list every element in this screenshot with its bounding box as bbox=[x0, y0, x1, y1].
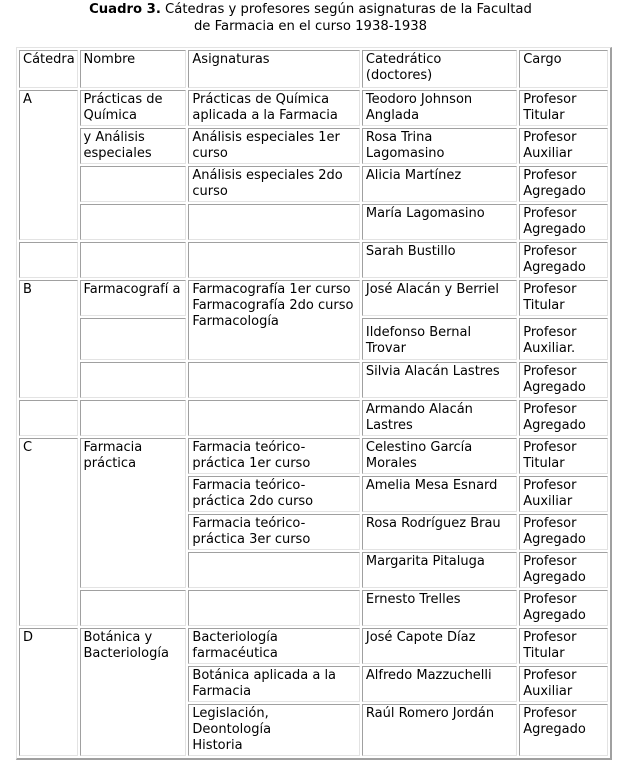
header-row bbox=[19, 50, 608, 88]
table-row bbox=[19, 166, 608, 202]
nombre-cell: Botánica y Bacteriología bbox=[80, 628, 187, 756]
header-catedratico-line2: (doctores) bbox=[365, 68, 433, 83]
catedra-cell-empty bbox=[19, 242, 78, 278]
asignatura-cell: Farmacia teórico-práctica 2do curso bbox=[188, 476, 359, 512]
catedratico-cell: Alfredo Mazzuchelli bbox=[362, 666, 517, 702]
catedratico-cell: Margarita Pitaluga bbox=[362, 552, 517, 588]
catedra-cell-empty bbox=[19, 400, 78, 436]
catedratico-cell: Rosa Rodríguez Brau bbox=[362, 514, 517, 550]
cargo-cell: Profesor Auxiliar bbox=[519, 128, 608, 164]
catedratico-cell: Ernesto Trelles bbox=[362, 590, 517, 626]
cargo-cell: Profesor Agregado bbox=[519, 166, 608, 202]
caption-label: Cuadro 3. bbox=[89, 2, 161, 17]
asignatura-cell: Prácticas de Química aplicada a la Farmacia bbox=[188, 90, 359, 126]
cargo-cell: Profesor Agregado bbox=[519, 552, 608, 588]
cargo-cell: Profesor Agregado bbox=[519, 704, 608, 756]
caption-line2: de Farmacia en el curso 1938-1938 bbox=[193, 19, 428, 34]
cargo-cell: Profesor Agregado bbox=[519, 400, 608, 436]
nombre-cell-empty bbox=[80, 242, 187, 278]
catedratico-cell: Alicia Martínez bbox=[362, 166, 517, 202]
asignatura-cell bbox=[188, 280, 359, 360]
cargo-cell: Profesor Agregado bbox=[519, 590, 608, 626]
header-catedra: Cátedra bbox=[19, 50, 78, 88]
asignatura-cell-empty bbox=[188, 242, 359, 278]
table-row bbox=[19, 362, 608, 398]
asignatura-line: Legislación, bbox=[192, 706, 269, 721]
catedra-cell: C bbox=[19, 438, 78, 626]
catedratico-cell: Ildefonso Bernal Trovar bbox=[362, 318, 517, 360]
nombre-cell: Farmacia práctica bbox=[80, 438, 187, 588]
catedratico-cell: Teodoro Johnson Anglada bbox=[362, 90, 517, 126]
catedratico-cell: María Lagomasino bbox=[362, 204, 517, 240]
catedras-table bbox=[16, 47, 612, 760]
asignatura-cell-empty bbox=[188, 362, 359, 398]
catedratico-cell: Raúl Romero Jordán bbox=[362, 704, 517, 756]
cargo-cell: Profesor Agregado bbox=[519, 242, 608, 278]
cargo-cell: Profesor Auxiliar bbox=[519, 476, 608, 512]
catedratico-cell: Sarah Bustillo bbox=[362, 242, 517, 278]
table-caption bbox=[0, 0, 621, 35]
asignatura-cell-empty bbox=[188, 400, 359, 436]
cargo-cell: Profesor Titular bbox=[519, 628, 608, 664]
catedra-cell: A bbox=[19, 90, 78, 240]
asignatura-cell-empty bbox=[188, 204, 359, 240]
table-row bbox=[19, 128, 608, 164]
catedra-cell: D bbox=[19, 628, 78, 756]
nombre-cell: Prácticas de Química bbox=[80, 90, 187, 126]
table-row bbox=[19, 400, 608, 436]
table-row bbox=[19, 242, 608, 278]
asignatura-cell: Análisis especiales 2do curso bbox=[188, 166, 359, 202]
table-row bbox=[19, 628, 608, 664]
header-asignaturas: Asignaturas bbox=[188, 50, 359, 88]
asignatura-cell: Farmacia teórico-práctica 1er curso bbox=[188, 438, 359, 474]
nombre-cell-empty bbox=[80, 166, 187, 202]
asignatura-cell: Análisis especiales 1er curso bbox=[188, 128, 359, 164]
header-catedratico bbox=[362, 50, 517, 88]
cargo-cell: Profesor Titular bbox=[519, 90, 608, 126]
caption-text: Cátedras y profesores según asignaturas de la Facultad bbox=[160, 2, 532, 17]
nombre-cell-empty bbox=[80, 362, 187, 398]
asignatura-line: Farmacografía 2do curso bbox=[192, 298, 354, 313]
header-catedratico-line1: Catedrático bbox=[365, 52, 442, 67]
catedratico-cell: Celestino García Morales bbox=[362, 438, 517, 474]
asignatura-line: Deontología bbox=[192, 722, 272, 737]
asignatura-cell-empty bbox=[188, 590, 359, 626]
table-row bbox=[19, 438, 608, 474]
table-row bbox=[19, 590, 608, 626]
catedra-cell: B bbox=[19, 280, 78, 398]
asignatura-line: Farmacología bbox=[192, 314, 279, 329]
nombre-cell-empty bbox=[80, 204, 187, 240]
catedratico-cell: Silvia Alacán Lastres bbox=[362, 362, 517, 398]
catedratico-cell: Rosa Trina Lagomasino bbox=[362, 128, 517, 164]
asignatura-cell: Botánica aplicada a la Farmacia bbox=[188, 666, 359, 702]
catedratico-cell: José Alacán y Berriel bbox=[362, 280, 517, 316]
catedratico-cell: Armando Alacán Lastres bbox=[362, 400, 517, 436]
cargo-cell: Profesor Titular bbox=[519, 280, 608, 316]
cargo-cell: Profesor Agregado bbox=[519, 362, 608, 398]
catedratico-cell: José Capote Díaz bbox=[362, 628, 517, 664]
asignatura-cell-empty bbox=[188, 552, 359, 588]
table-row bbox=[19, 90, 608, 126]
table-row bbox=[19, 204, 608, 240]
table-row bbox=[19, 280, 608, 316]
cargo-cell: Profesor Agregado bbox=[519, 204, 608, 240]
asignatura-cell: Farmacia teórico-práctica 3er curso bbox=[188, 514, 359, 550]
asignatura-line: Historia bbox=[192, 738, 243, 753]
catedratico-cell: Amelia Mesa Esnard bbox=[362, 476, 517, 512]
cargo-cell: Profesor Auxiliar. bbox=[519, 318, 608, 360]
nombre-cell-empty bbox=[80, 318, 187, 360]
nombre-cell-empty bbox=[80, 590, 187, 626]
asignatura-line: Farmacografía 1er curso bbox=[192, 282, 351, 297]
header-cargo: Cargo bbox=[519, 50, 608, 88]
header-nombre: Nombre bbox=[80, 50, 187, 88]
nombre-cell: Farmacografí a bbox=[80, 280, 187, 316]
nombre-cell: y Análisis especiales bbox=[80, 128, 187, 164]
asignatura-cell bbox=[188, 704, 359, 756]
cargo-cell: Profesor Auxiliar bbox=[519, 666, 608, 702]
cargo-cell: Profesor Agregado bbox=[519, 514, 608, 550]
asignatura-cell: Bacteriología farmacéutica bbox=[188, 628, 359, 664]
cargo-cell: Profesor Titular bbox=[519, 438, 608, 474]
nombre-cell-empty bbox=[80, 400, 187, 436]
